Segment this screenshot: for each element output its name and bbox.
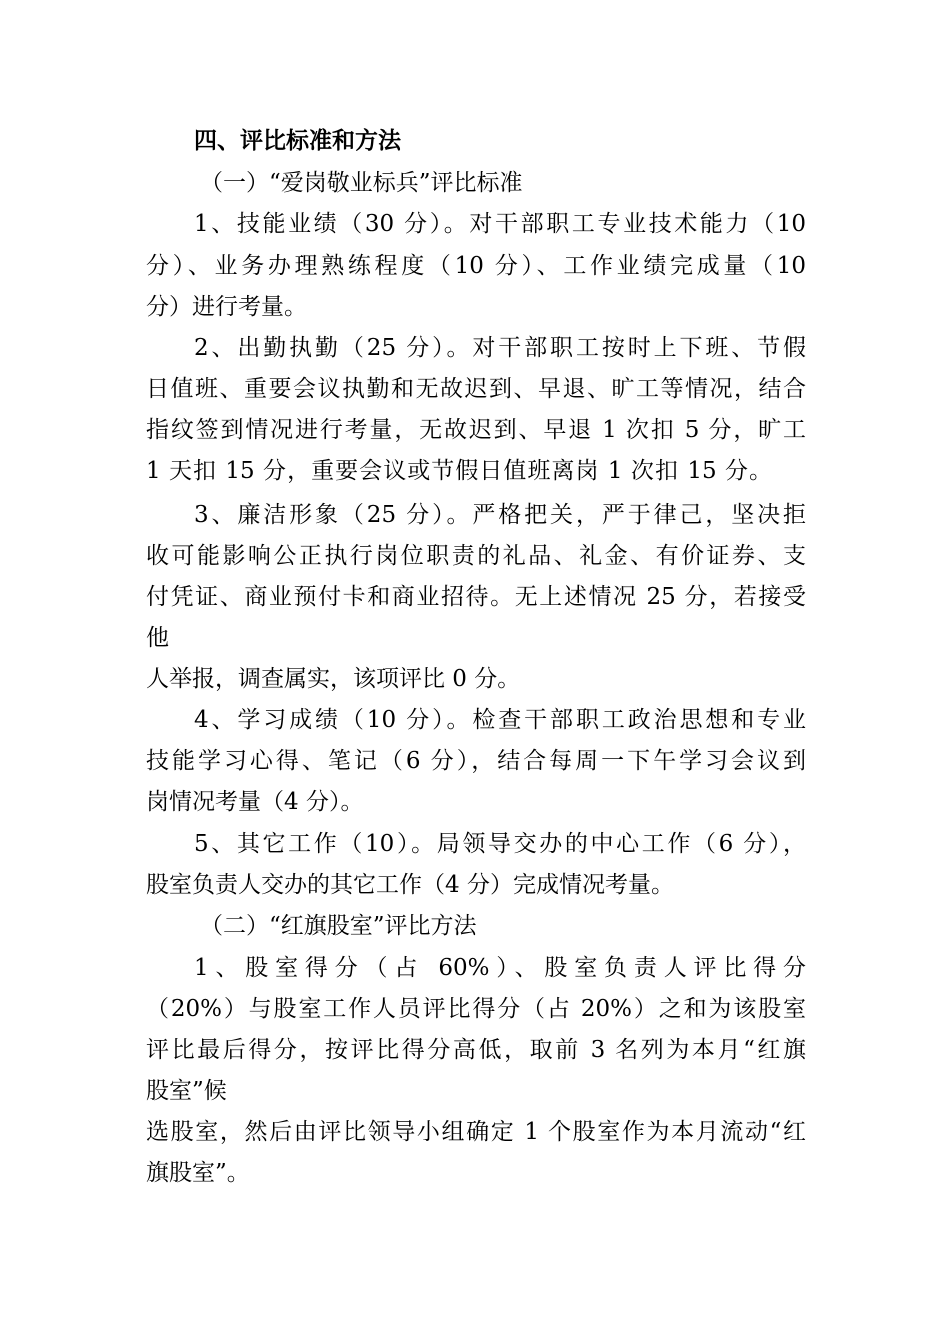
paragraph-line: 日值班、重要会议执勤和无故迟到、早退、旷工等情况，结合 — [146, 376, 806, 402]
paragraph-line: 4、学习成绩（10 分）。检查干部职工政治思想和专业 — [194, 707, 806, 733]
paragraph-line: 1、股室得分（占 60%）、股室负责人评比得分 — [194, 955, 806, 981]
paragraph-line: 人举报，调查属实，该项评比 0 分。 — [146, 666, 521, 692]
paragraph-line: 2、出勤执勤（25 分）。对干部职工按时上下班、节假 — [194, 335, 806, 361]
paragraph-line: 他 — [146, 625, 169, 651]
paragraph-line: 股室负责人交办的其它工作（4 分）完成情况考量。 — [146, 872, 674, 898]
paragraph-line: 3、廉洁形象（25 分）。严格把关，严于律己，坚决拒 — [194, 502, 806, 528]
paragraph-line: 岗情况考量（4 分）。 — [146, 789, 364, 815]
paragraph-line: 1 天扣 15 分，重要会议或节假日值班离岗 1 次扣 15 分。 — [146, 458, 772, 484]
paragraph-line: 指纹签到情况进行考量，无故迟到、早退 1 次扣 5 分，旷工 — [146, 417, 806, 443]
paragraph-line: 选股室，然后由评比领导小组确定 1 个股室作为本月流动“红 — [146, 1119, 806, 1145]
paragraph-line: 1、技能业绩（30 分）。对干部职工专业技术能力（10 — [194, 211, 806, 237]
paragraph-line: 付凭证、商业预付卡和商业招待。无上述情况 25 分，若接受 — [146, 584, 806, 610]
paragraph-line: 收可能影响公正执行岗位职责的礼品、礼金、有价证券、支 — [146, 543, 806, 569]
paragraph-line: 5、其它工作（10）。局领导交办的中心工作（6 分）， — [194, 831, 806, 857]
paragraph-line: 股室”候 — [146, 1078, 227, 1104]
paragraph-line: 技能学习心得、笔记（6 分），结合每周一下午学习会议到 — [146, 748, 806, 774]
section-heading: 四、评比标准和方法 — [194, 128, 401, 154]
paragraph-line: 评比最后得分，按评比得分高低，取前 3 名列为本月“红旗 — [146, 1037, 806, 1063]
paragraph-line: 旗股室”。 — [146, 1160, 250, 1186]
subheading-model-employee: （一）“爱岗敬业标兵”评比标准 — [200, 170, 523, 196]
paragraph-line: 分）、业务办理熟练程度（10 分）、工作业绩完成量（10 — [146, 253, 806, 279]
subheading-red-flag-office: （二）“红旗股室”评比方法 — [200, 913, 477, 939]
paragraph-line: 分）进行考量。 — [146, 294, 307, 320]
paragraph-line: （20%）与股室工作人员评比得分（占 20%）之和为该股室 — [146, 996, 806, 1022]
